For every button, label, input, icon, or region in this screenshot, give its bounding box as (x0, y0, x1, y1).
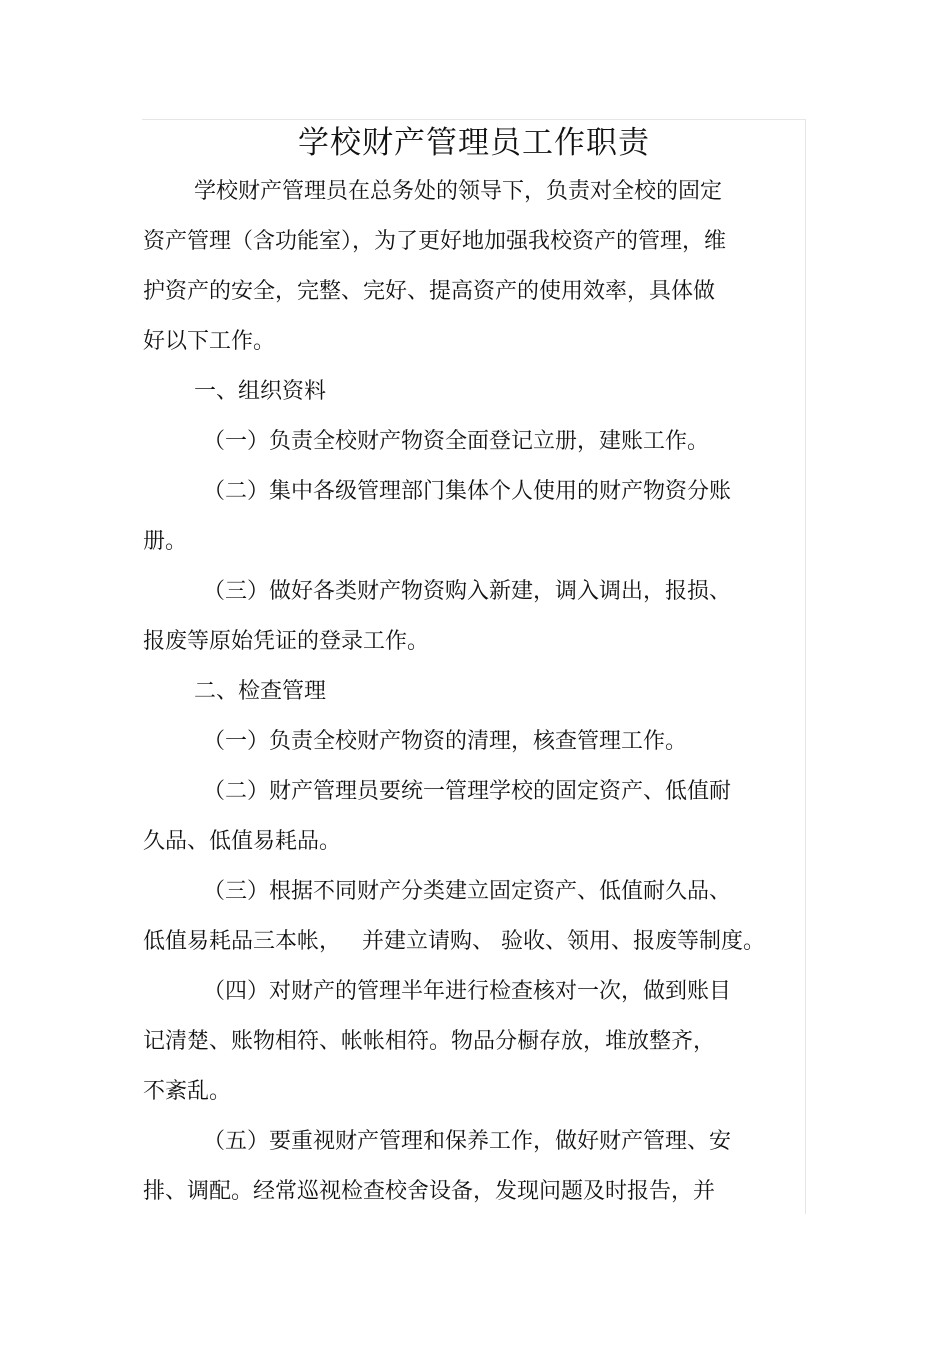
paragraph-line: （三）根据不同财产分类建立固定资产、低值耐久品、 (203, 879, 732, 904)
paragraph-line: （四）对财产的管理半年进行检查核对一次，做到账目 (203, 979, 732, 1004)
paragraph-line: （二）财产管理员要统一管理学校的固定资产、低值耐 (203, 779, 732, 804)
section-heading: 二、检查管理 (194, 679, 327, 704)
paragraph-line: 久品、低值易耗品。 (143, 829, 342, 854)
paragraph-line: 好以下工作。 (143, 329, 276, 354)
paragraph-line: （五）要重视财产管理和保养工作，做好财产管理、安 (203, 1129, 732, 1154)
paragraph-line: 学校财产管理员在总务处的领导下，负责对全校的固定 (194, 179, 723, 204)
paragraph-line: 低值易耗品三本帐， 并建立请购、 验收、领用、报废等制度。 (143, 929, 765, 954)
paragraph-line: 护资产的安全，完整、完好、提高资产的使用效率，具体做 (143, 279, 716, 304)
paragraph-line: 册。 (143, 529, 188, 554)
paragraph-line: 记清楚、账物相符、帐帐相符。物品分橱存放，堆放整齐， (143, 1029, 716, 1054)
section-heading: 一、组织资料 (194, 379, 327, 404)
paragraph-line: （一）负责全校财产物资全面登记立册，建账工作。 (203, 429, 710, 454)
paragraph-line: 不紊乱。 (143, 1079, 232, 1104)
paragraph-line: （二）集中各级管理部门集体个人使用的财产物资分账 (203, 479, 732, 504)
paragraph-line: 排、调配。经常巡视检查校舍设备，发现问题及时报告，并 (143, 1179, 716, 1204)
paragraph-line: 资产管理（含功能室），为了更好地加强我校资产的管理，维 (143, 229, 727, 254)
paragraph-line: 报废等原始凭证的登录工作。 (143, 629, 430, 654)
paragraph-line: （三）做好各类财产物资购入新建，调入调出，报损、 (203, 579, 732, 604)
document-title: 学校财产管理员工作职责 (298, 125, 650, 161)
paragraph-line: （一）负责全校财产物资的清理，核查管理工作。 (203, 729, 688, 754)
